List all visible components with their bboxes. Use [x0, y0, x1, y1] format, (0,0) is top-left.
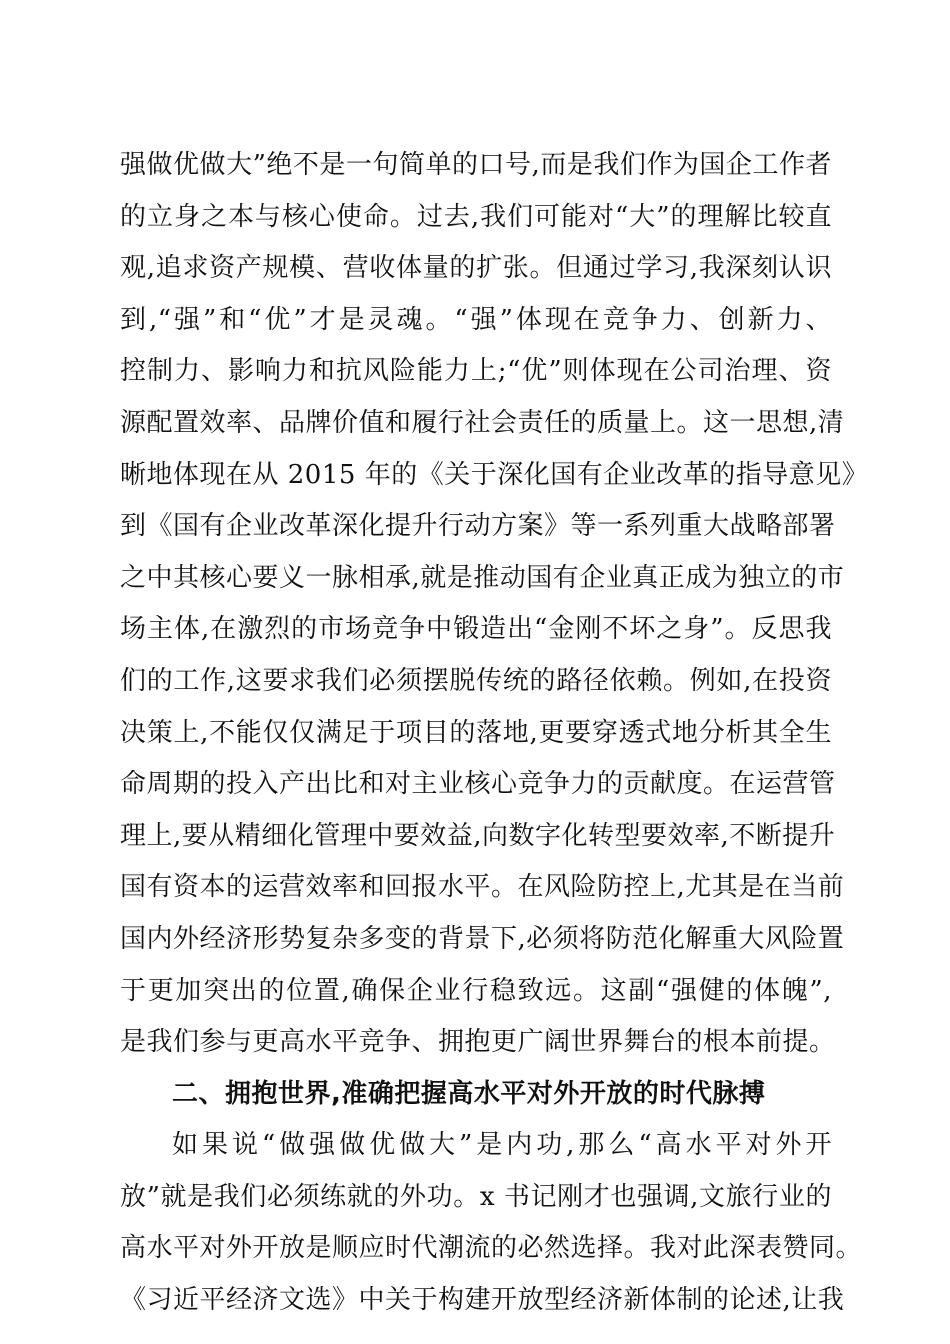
text-line: 国内外经济形势复杂多变的背景下,必须将防范化解重大风险置 — [120, 923, 845, 954]
text-line: 决策上,不能仅仅满足于项目的落地,更要穿透式地分析其全生 — [120, 717, 832, 748]
paragraph-2 — [120, 1120, 863, 1326]
text-line: 于更加突出的位置,确保企业行稳致远。这副“强健的体魄”, — [120, 975, 832, 1006]
text-line: 到《国有企业改革深化提升行动方案》等一系列重大战略部署 — [120, 511, 836, 542]
text-line: 国有资本的运营效率和回报水平。在风险防控上,尤其是在当前 — [120, 872, 845, 903]
text-line: 强做优做大”绝不是一句简单的口号,而是我们作为国企工作者 — [120, 150, 832, 180]
text-line: 的立身之本与核心使命。过去,我们可能对“大”的理解比较直 — [120, 201, 832, 232]
text-line: 们的工作,这要求我们必须摆脱传统的路径依赖。例如,在投资 — [120, 665, 832, 696]
document-body — [120, 140, 869, 1327]
text-line: 观,追求资产规模、营收体量的扩张。但通过学习,我深刻认识 — [120, 253, 832, 284]
text-line: 控制力、影响力和抗风险能力上;“优”则体现在公司治理、资 — [120, 356, 832, 387]
text-line: 是我们参与更高水平竞争、拥抱更广阔世界舞台的根本前提。 — [120, 1027, 836, 1058]
section-heading: 二、拥抱世界,准确把握高水平对外开放的时代脉搏 — [172, 1078, 766, 1109]
text-line: 晰地体现在从 2015 年的《关于深化国有企业改革的指导意见》 — [120, 459, 869, 490]
paragraph-1 — [120, 140, 869, 1069]
text-line: 《习近平经济文选》中关于构建开放型经济新体制的论述,让我 — [120, 1285, 845, 1316]
text-line: 理上,要从精细化管理中要效益,向数字化转型要效率,不断提升 — [120, 820, 836, 851]
text-line: 场主体,在激烈的市场竞争中锻造出“金刚不坏之身”。反思我 — [120, 614, 832, 645]
text-line: 之中其核心要义一脉相承,就是推动国有企业真正成为独立的市 — [120, 562, 845, 593]
text-line: 命周期的投入产出比和对主业核心竞争力的贡献度。在运营管 — [120, 769, 836, 800]
text-line: 放”就是我们必须练就的外功。x 书记刚才也强调,文旅行业的 — [120, 1181, 832, 1212]
text-line: 如果说“做强做优做大”是内功,那么“高水平对外开 — [172, 1130, 832, 1161]
text-line: 高水平对外开放是顺应时代潮流的必然选择。我对此深表赞同。 — [120, 1233, 863, 1264]
text-line: 到,“强”和“优”才是灵魂。“强”体现在竞争力、创新力、 — [120, 304, 832, 335]
text-line: 源配置效率、品牌价值和履行社会责任的质量上。这一思想,清 — [120, 407, 845, 438]
